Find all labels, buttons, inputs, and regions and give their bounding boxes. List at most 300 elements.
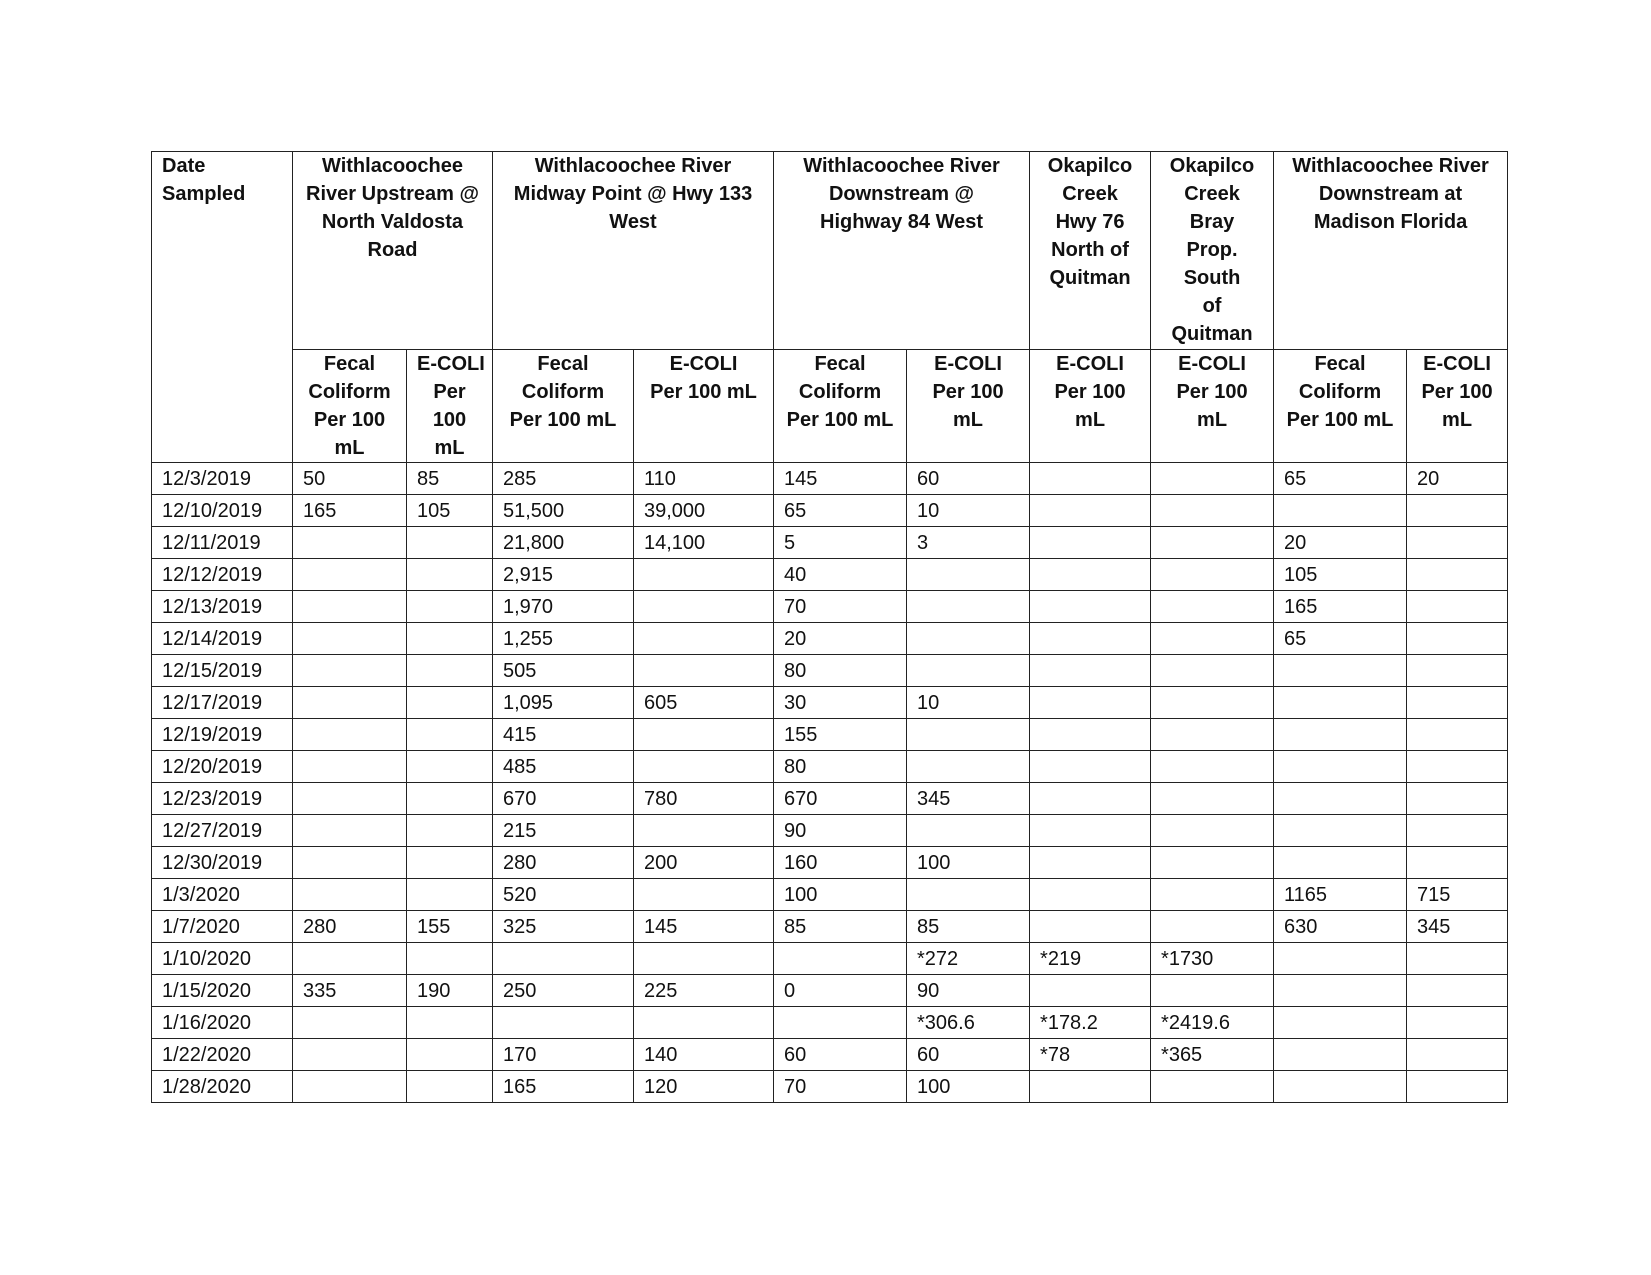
value-cell [407,815,493,847]
value-cell: 80 [774,751,907,783]
site-header-madison [1274,152,1508,350]
value-cell [907,623,1030,655]
table-row [152,1007,1508,1039]
value-cell [1407,975,1508,1007]
site-header-hwy-84 [774,152,1030,350]
header-line: Date [162,155,206,177]
value-cell [1151,911,1274,943]
value-cell [634,943,774,975]
value-cell: 5 [774,527,907,559]
header-line: North of [1051,239,1129,261]
value-cell: 0 [774,975,907,1007]
value-cell: 280 [493,847,634,879]
value-cell [1151,847,1274,879]
value-cell: 485 [493,751,634,783]
value-cell [1274,847,1407,879]
header-line: Okapilco [1047,155,1133,177]
table-row [152,527,1508,559]
site-header-row [152,152,1508,350]
value-cell [1030,1071,1151,1103]
date-cell: 12/20/2019 [152,751,293,783]
header-line: Prop. [1186,239,1238,261]
date-cell: 1/16/2020 [152,1007,293,1039]
value-cell [1407,943,1508,975]
value-cell [1407,751,1508,783]
header-line: E-COLI [669,353,738,375]
value-cell [1030,751,1151,783]
value-cell [1407,623,1508,655]
value-cell [1030,911,1151,943]
value-cell: 165 [293,495,407,527]
value-cell: 250 [493,975,634,1007]
value-cell: 505 [493,655,634,687]
header-line: Withlacoochee River [1292,155,1489,177]
value-cell: 415 [493,719,634,751]
header-line: mL [434,437,465,459]
value-cell: 60 [907,463,1030,495]
value-cell: 2,915 [493,559,634,591]
value-cell [1407,847,1508,879]
header-line: West [609,211,657,233]
header-line: Per 100 mL [1286,409,1394,431]
value-cell [634,1007,774,1039]
value-cell [1151,879,1274,911]
header-line: Per 100 mL [786,409,894,431]
header-line: Per 100 [1054,381,1126,403]
header-line: Fecal [1314,353,1366,375]
value-cell [293,847,407,879]
value-cell [1030,783,1151,815]
header-line: 100 [432,409,467,431]
value-cell [634,623,774,655]
value-cell [407,751,493,783]
value-cell: 70 [774,1071,907,1103]
value-cell [907,719,1030,751]
measure-header-cell [493,350,634,463]
table-row [152,655,1508,687]
header-line: mL [1075,409,1106,431]
water-sample-table [151,151,1508,1103]
measure-header-cell [1030,350,1151,463]
value-cell [293,527,407,559]
site-header-okapilco-bray [1151,152,1274,350]
value-cell [407,559,493,591]
value-cell: 90 [774,815,907,847]
value-cell: 3 [907,527,1030,559]
value-cell: *219 [1030,943,1151,975]
value-cell: *365 [1151,1039,1274,1071]
value-cell: 670 [774,783,907,815]
value-cell [407,1071,493,1103]
header-line: Highway 84 West [820,211,984,233]
value-cell [1030,687,1151,719]
value-cell [293,687,407,719]
header-line: Coliform [521,381,605,403]
value-cell: 225 [634,975,774,1007]
value-cell [1151,751,1274,783]
header-line: Fecal [323,353,376,375]
value-cell: 70 [774,591,907,623]
value-cell: 780 [634,783,774,815]
value-cell [1407,527,1508,559]
value-cell [1274,1071,1407,1103]
site-header-north-valdosta [293,152,493,350]
header-line: Bray [1189,211,1235,233]
table-row [152,623,1508,655]
value-cell [407,1007,493,1039]
measure-header-cell [1274,350,1407,463]
value-cell: 605 [634,687,774,719]
measure-header-cell [907,350,1030,463]
header-line: Coliform [308,381,391,403]
value-cell [407,783,493,815]
value-cell [407,1039,493,1071]
value-cell: 20 [1274,527,1407,559]
date-cell: 1/7/2020 [152,911,293,943]
value-cell [1151,463,1274,495]
table-row [152,911,1508,943]
header-line: Downstream @ [828,183,975,205]
header-line: E-COLI [1178,353,1246,375]
value-cell: 60 [774,1039,907,1071]
value-cell: 165 [493,1071,634,1103]
table-body [152,463,1508,1103]
value-cell [293,751,407,783]
table-row [152,591,1508,623]
value-cell [293,655,407,687]
value-cell: *2419.6 [1151,1007,1274,1039]
header-line: mL [953,409,984,431]
value-cell: 50 [293,463,407,495]
value-cell: 170 [493,1039,634,1071]
table-row [152,1071,1508,1103]
value-cell [1030,463,1151,495]
header-line: Fecal [814,353,866,375]
value-cell [634,751,774,783]
table-row [152,879,1508,911]
header-line: Withlacoochee [322,155,463,177]
value-cell: 155 [774,719,907,751]
value-cell: 40 [774,559,907,591]
date-cell: 12/27/2019 [152,815,293,847]
value-cell [1151,975,1274,1007]
table-row [152,559,1508,591]
value-cell [407,623,493,655]
value-cell: 105 [1274,559,1407,591]
table-row [152,463,1508,495]
value-cell [774,1007,907,1039]
date-cell: 1/15/2020 [152,975,293,1007]
date-cell: 12/12/2019 [152,559,293,591]
value-cell [293,1007,407,1039]
header-line: Creek [1184,183,1240,205]
value-cell: 1,970 [493,591,634,623]
header-line: Withlacoochee River [534,155,732,177]
table-row [152,783,1508,815]
value-cell: *272 [907,943,1030,975]
header-line: mL [1197,409,1228,431]
value-cell [1407,559,1508,591]
value-cell: 51,500 [493,495,634,527]
value-cell [293,879,407,911]
value-cell [293,1071,407,1103]
header-line: River Upstream @ [306,183,479,205]
value-cell: *178.2 [1030,1007,1151,1039]
value-cell [1274,975,1407,1007]
value-cell [293,559,407,591]
value-cell [1030,623,1151,655]
value-cell: 165 [1274,591,1407,623]
table-row [152,1039,1508,1071]
value-cell [1274,1039,1407,1071]
value-cell [907,815,1030,847]
value-cell [1151,655,1274,687]
value-cell: 160 [774,847,907,879]
value-cell [907,655,1030,687]
value-cell [293,783,407,815]
value-cell [407,879,493,911]
measure-header-cell [634,350,774,463]
value-cell [1030,655,1151,687]
value-cell [407,943,493,975]
value-cell: *78 [1030,1039,1151,1071]
value-cell [407,591,493,623]
value-cell [634,719,774,751]
value-cell [774,943,907,975]
value-cell [407,847,493,879]
value-cell [293,943,407,975]
value-cell: 10 [907,495,1030,527]
header-line: Quitman [1049,267,1131,289]
value-cell: 200 [634,847,774,879]
value-cell: 140 [634,1039,774,1071]
date-cell: 12/11/2019 [152,527,293,559]
date-cell: 1/22/2020 [152,1039,293,1071]
date-cell: 12/17/2019 [152,687,293,719]
value-cell: 60 [907,1039,1030,1071]
table-row [152,751,1508,783]
value-cell: 1,255 [493,623,634,655]
header-line: mL [334,437,365,459]
header-line: North Valdosta [321,211,464,233]
date-cell: 1/10/2020 [152,943,293,975]
value-cell [1407,1007,1508,1039]
value-cell [1030,975,1151,1007]
value-cell: 90 [907,975,1030,1007]
table-row [152,815,1508,847]
value-cell: 1,095 [493,687,634,719]
header-line: Sampled [162,183,246,205]
value-cell: 100 [907,847,1030,879]
value-cell: 39,000 [634,495,774,527]
value-cell [493,1007,634,1039]
date-cell: 12/3/2019 [152,463,293,495]
value-cell [407,527,493,559]
header-line: Per 100 mL [509,409,617,431]
header-line: E-COLI [417,353,485,375]
value-cell [1407,719,1508,751]
value-cell: 120 [634,1071,774,1103]
measure-header-cell [774,350,907,463]
date-cell: 12/13/2019 [152,591,293,623]
value-cell: 155 [407,911,493,943]
date-cell: 12/15/2019 [152,655,293,687]
value-cell: 20 [1407,463,1508,495]
value-cell: 145 [774,463,907,495]
value-cell [634,879,774,911]
value-cell [293,623,407,655]
date-cell: 12/23/2019 [152,783,293,815]
header-line: mL [1442,409,1473,431]
value-cell: 100 [907,1071,1030,1103]
table-header [152,152,1508,463]
value-cell [293,815,407,847]
table-row [152,719,1508,751]
value-cell [634,815,774,847]
value-cell: 335 [293,975,407,1007]
value-cell [634,559,774,591]
value-cell [1407,815,1508,847]
value-cell [1274,655,1407,687]
value-cell: *1730 [1151,943,1274,975]
value-cell [1274,783,1407,815]
measure-header-cell [293,350,407,463]
site-header-okapilco-hwy-76 [1030,152,1151,350]
value-cell [1274,719,1407,751]
header-line: Coliform [1298,381,1382,403]
value-cell [1151,1071,1274,1103]
value-cell [1274,751,1407,783]
value-cell: 285 [493,463,634,495]
value-cell: 14,100 [634,527,774,559]
value-cell [1274,1007,1407,1039]
value-cell [1030,527,1151,559]
value-cell [293,1039,407,1071]
date-cell: 12/19/2019 [152,719,293,751]
value-cell [907,559,1030,591]
value-cell [1030,495,1151,527]
value-cell [1151,687,1274,719]
header-line: E-COLI [1056,353,1124,375]
measure-header-cell [407,350,493,463]
date-cell: 12/14/2019 [152,623,293,655]
header-line: Per 100 mL [650,381,757,403]
value-cell: 345 [1407,911,1508,943]
header-line: Per 100 [1176,381,1248,403]
date-cell: 12/10/2019 [152,495,293,527]
table-row [152,687,1508,719]
header-line: Hwy 76 [1055,211,1125,233]
value-cell [1151,559,1274,591]
value-cell [1407,495,1508,527]
header-line: Withlacoochee River [803,155,1000,177]
table-row [152,495,1508,527]
value-cell: 85 [407,463,493,495]
value-cell [907,879,1030,911]
header-line: Midway Point @ Hwy 133 [513,183,753,205]
header-line: South [1183,267,1241,289]
table-row [152,975,1508,1007]
value-cell [634,655,774,687]
value-cell: 65 [774,495,907,527]
value-cell: 30 [774,687,907,719]
value-cell [1151,719,1274,751]
header-line: Road [367,239,418,261]
value-cell [1030,815,1151,847]
value-cell [407,719,493,751]
value-cell: *306.6 [907,1007,1030,1039]
value-cell: 100 [774,879,907,911]
value-cell [907,591,1030,623]
header-line: Per 100 [313,409,386,431]
value-cell: 65 [1274,623,1407,655]
header-line: Quitman [1171,323,1253,345]
value-cell [493,943,634,975]
value-cell [1274,815,1407,847]
table-row [152,943,1508,975]
value-cell [1030,591,1151,623]
value-cell: 85 [907,911,1030,943]
value-cell [1407,655,1508,687]
date-cell: 1/28/2020 [152,1071,293,1103]
value-cell [1030,847,1151,879]
header-line: Okapilco [1169,155,1255,177]
value-cell [1151,623,1274,655]
value-cell: 65 [1274,463,1407,495]
value-cell: 630 [1274,911,1407,943]
header-line: Per 100 [932,381,1004,403]
date-sampled-header [152,152,293,463]
header-line: Per [433,381,466,403]
value-cell: 715 [1407,879,1508,911]
measure-header-row [152,350,1508,463]
value-cell [293,591,407,623]
value-cell [1151,591,1274,623]
value-cell [1030,879,1151,911]
table-row [152,847,1508,879]
value-cell: 280 [293,911,407,943]
measure-header-cell [1151,350,1274,463]
value-cell: 85 [774,911,907,943]
value-cell: 325 [493,911,634,943]
date-cell: 1/3/2020 [152,879,293,911]
value-cell [1407,1071,1508,1103]
value-cell: 215 [493,815,634,847]
header-line: Creek [1062,183,1118,205]
value-cell [1030,719,1151,751]
header-line: Downstream at [1318,183,1463,205]
value-cell [907,751,1030,783]
header-line: Per 100 [1421,381,1493,403]
site-header-hwy-133 [493,152,774,350]
header-line: E-COLI [1423,353,1491,375]
value-cell: 670 [493,783,634,815]
value-cell: 80 [774,655,907,687]
date-cell: 12/30/2019 [152,847,293,879]
value-cell: 105 [407,495,493,527]
value-cell [1030,559,1151,591]
value-cell: 345 [907,783,1030,815]
value-cell: 20 [774,623,907,655]
header-line: E-COLI [934,353,1002,375]
value-cell [1274,495,1407,527]
value-cell [407,655,493,687]
value-cell: 110 [634,463,774,495]
value-cell [634,591,774,623]
value-cell: 145 [634,911,774,943]
value-cell: 10 [907,687,1030,719]
value-cell: 190 [407,975,493,1007]
